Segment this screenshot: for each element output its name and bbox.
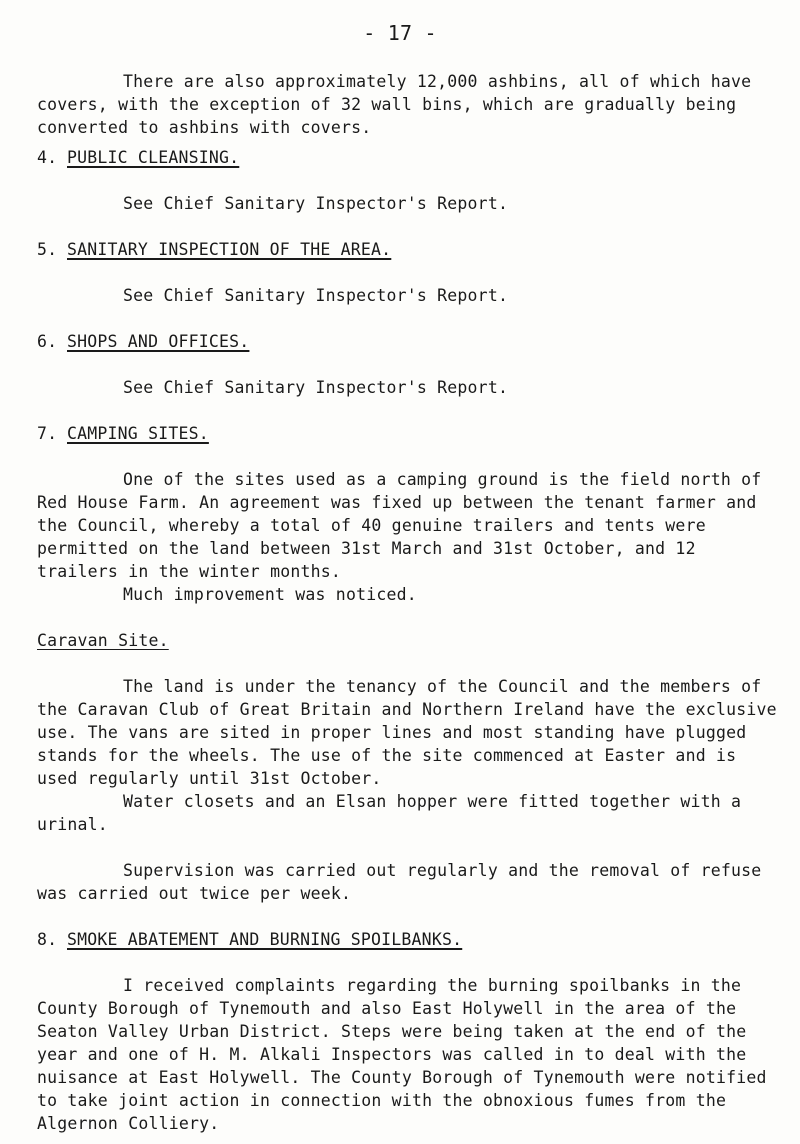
section-number: 5.: [37, 240, 58, 259]
section-title: SANITARY INSPECTION OF THE AREA.: [67, 240, 392, 259]
caravan-paragraph-2: Water closets and an Elsan hopper were fitted together with a urinal.: [37, 792, 742, 834]
section-title: CAMPING SITES.: [67, 424, 209, 443]
caravan-paragraph-1: The land is under the tenancy of the Council and the members of the Caravan Club of Great Britain and Northern Ireland have the exclusive use. The vans are sited in proper lines and most standing have plugged stands for the wheels. The use of the site commenced at Easter and is used regularly until 31st October.: [37, 677, 777, 788]
caravan-paragraph-3: Supervision was carried out regularly and the removal of refuse was carried out twice per week.: [37, 861, 762, 903]
section-heading-sanitary-inspection: [37, 238, 391, 261]
section-title: PUBLIC CLEANSING.: [67, 148, 240, 167]
smoke-abatement-paragraph: I received complaints regarding the burning spoilbanks in the County Borough of Tynemouth and also East Holywell in the area of the Seaton Valley Urban District. Steps were being taken at the end of the year and one of H. M. Alkali Inspectors was called in to deal with the nuisance at East Holywell. The County Borough of Tynemouth were notified to take joint action in connection with the obnoxious fumes from the Algernon Colliery.: [37, 976, 767, 1133]
camping-paragraph-1: One of the sites used as a camping ground is the field north of Red House Farm. An agreement was fixed up between the tenant farmer and the Council, whereby a total of 40 genuine trailers and tents were permitted on the land between 31st March and 31st October, and 12 trailers in the winter months.: [37, 470, 762, 581]
section-heading-camping-sites: [37, 422, 209, 445]
section-number: 4.: [37, 148, 58, 167]
section-number: 7.: [37, 424, 58, 443]
section-heading-smoke-abatement: [37, 928, 462, 951]
section-heading-public-cleansing: [37, 146, 239, 169]
section-number: 6.: [37, 332, 58, 351]
intro-paragraph: There are also approximately 12,000 ashbins, all of which have covers, with the exception of 32 wall bins, which are gradually being converted to ashbins with covers.: [37, 72, 752, 137]
caravan-site-heading: Caravan Site.: [37, 631, 169, 650]
section-title: SHOPS AND OFFICES.: [67, 332, 250, 351]
public-cleansing-text: See Chief Sanitary Inspector's Report.: [123, 194, 509, 213]
camping-paragraph-2: Much improvement was noticed.: [123, 585, 417, 604]
sanitary-inspection-text: See Chief Sanitary Inspector's Report.: [123, 286, 509, 305]
section-heading-shops-offices: [37, 330, 249, 353]
section-number: 8.: [37, 930, 58, 949]
section-title: SMOKE ABATEMENT AND BURNING SPOILBANKS.: [67, 930, 463, 949]
shops-offices-text: See Chief Sanitary Inspector's Report.: [123, 378, 509, 397]
page-number: - 17 -: [363, 21, 437, 45]
